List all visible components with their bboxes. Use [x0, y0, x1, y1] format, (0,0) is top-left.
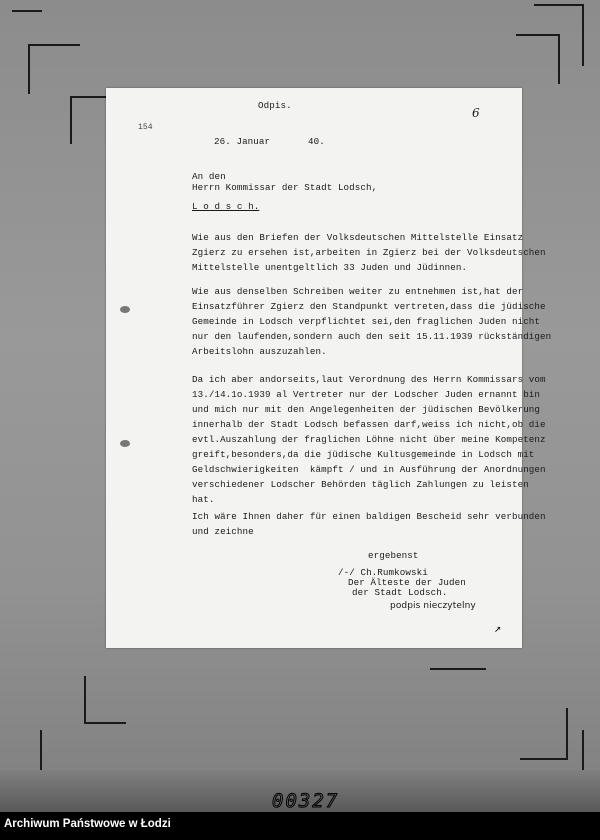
body-line: Wie aus denselben Schreiben weiter zu entnehmen ist,hat der [192, 286, 524, 297]
registration-mark-top-left [12, 10, 42, 12]
registration-mark-top-left-inner [28, 44, 80, 94]
body-line: verschiedener Lodscher Behörden täglich Zahlungen zu leisten [192, 479, 529, 490]
illegible-signature-note: podpis nieczytelny [390, 601, 476, 611]
signature-line-3: der Stadt Lodsch. [352, 587, 448, 598]
body-line: Geldschwierigkeiten kämpft / und in Ausführung der Anordnungen [192, 464, 546, 475]
body-line: Gemeinde in Lodsch verpflichtet sei,den fraglichen Juden nicht [192, 316, 541, 327]
body-line: Ich wäre Ihnen daher für einen baldigen Bescheid sehr verbunden [192, 511, 546, 522]
signature-line-1: /-/ Ch.Rumkowski [338, 567, 428, 578]
body-line: und zeichne [192, 526, 254, 537]
registration-mark-top-right-inner [516, 34, 560, 84]
body-line: greift,besonders,da die jüdische Kultusgemeinde in Lodsch mit [192, 449, 535, 460]
body-line: 13./14.1o.1939 al Vertreter nur der Lodscher Juden ernannt bin [192, 389, 541, 400]
body-line: Arbeitslohn auszuzahlen. [192, 346, 327, 357]
date-year: 40. [308, 136, 325, 147]
body-line: Wie aus den Briefen der Volksdeutschen Mittelstelle Einsatz [192, 232, 524, 243]
recipient-line-1: An den [192, 171, 226, 182]
body-line: nur den laufenden,sondern auch den seit 15.11.1939 rückständigen [192, 331, 552, 342]
body-line: Zgierz zu ersehen ist,arbeiten in Zgierz bei der Volksdeutschen [192, 247, 546, 258]
page-mark: 6 [472, 106, 480, 120]
body-line: innerhalb der Stadt Lodsch befassen darf,weiss ich nicht,ob die [192, 419, 546, 430]
date-day: 26. Januar [214, 136, 271, 147]
body-line: und mich nur mit den Angelegenheiten der jüdischen Bevölkerung [192, 404, 541, 415]
punch-hole-bottom [120, 440, 130, 447]
corner-check-mark-icon: ↗ [494, 622, 502, 636]
punch-hole-top [120, 306, 130, 313]
signature-line-2: Der Älteste der Juden [348, 577, 466, 588]
body-line: evtl.Auszahlung der fraglichen Löhne nicht über meine Kompetenz [192, 434, 546, 445]
recipient-line-2: Herrn Kommissar der Stadt Lodsch, [192, 182, 378, 193]
body-line: hat. [192, 494, 215, 505]
closing-regards: ergebenst [368, 550, 419, 561]
copy-label: Odpis. [258, 100, 292, 111]
margin-mark: 154 [138, 123, 153, 132]
archive-label: Archiwum Państwowe w Łodzi [4, 818, 171, 830]
registration-mark-bottom-right-outer [556, 730, 584, 772]
frame-number: 00327 [272, 790, 340, 812]
document-page [106, 88, 522, 648]
registration-mark-left-mid [70, 96, 108, 144]
body-line: Da ich aber andorseits,laut Verordnung des Herrn Kommissars vom [192, 374, 546, 385]
body-line: Einsatzführer Zgierz den Standpunkt vertreten,dass die jüdische [192, 301, 546, 312]
body-line: Mittelstelle unentgeltlich 33 Juden und Jüdinnen. [192, 262, 468, 273]
registration-mark-mid-right [430, 648, 486, 670]
registration-mark-bottom-left [84, 676, 126, 724]
recipient-city: L o d s c h. [192, 201, 260, 212]
